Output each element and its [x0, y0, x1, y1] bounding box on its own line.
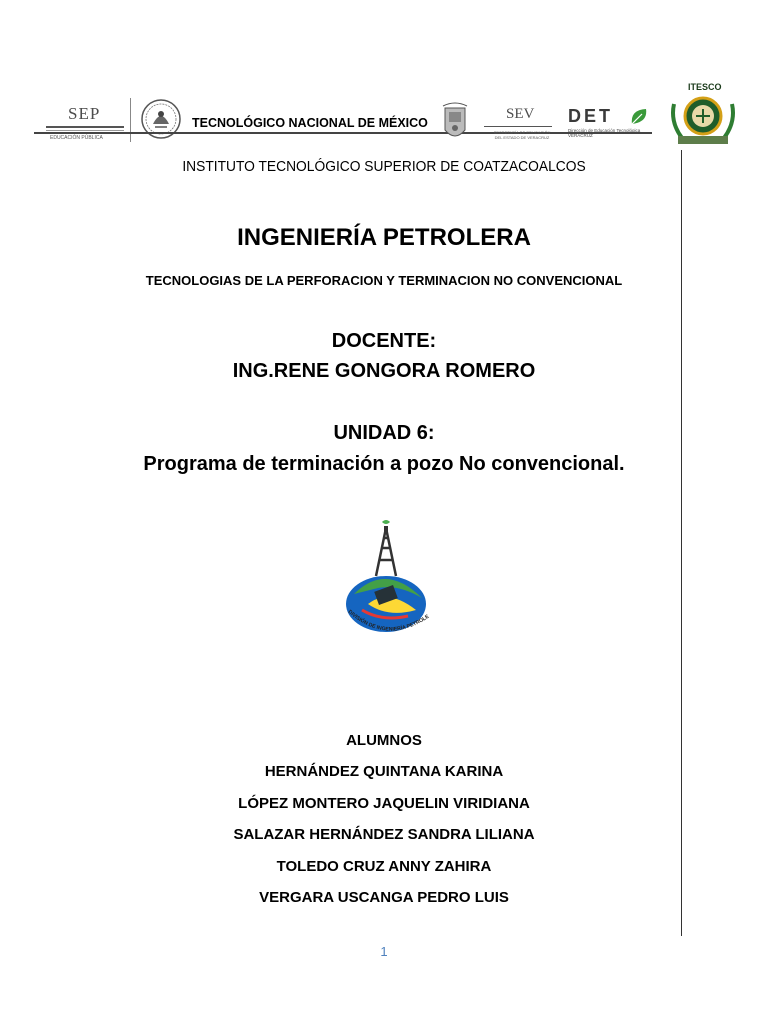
right-margin-rule — [681, 150, 682, 936]
sep-logo-line — [46, 126, 124, 128]
subject-title: TECNOLOGIAS DE LA PERFORACION Y TERMINACION NO CONVENCIONAL — [145, 273, 623, 288]
page-number: 1 — [380, 944, 388, 959]
student-name: TOLEDO CRUZ ANNY ZAHIRA — [276, 858, 492, 875]
header-divider — [130, 98, 131, 142]
det-logo-text: DET — [568, 106, 613, 126]
sev-logo-subtext: SECRETARÍA DE EDUCACIÓN DEL ESTADO DE VERACRUZ — [493, 130, 551, 140]
program-title: INGENIERÍA PETROLERA — [237, 224, 531, 251]
unidad-label: UNIDAD 6: — [333, 422, 435, 444]
det-leaf-icon — [628, 106, 650, 128]
docente-name: ING.RENE GONGORA ROMERO — [232, 360, 536, 382]
itesco-logo-text: ITESCO — [688, 82, 722, 92]
student-name: LÓPEZ MONTERO JAQUELIN VIRIDIANA — [238, 795, 530, 812]
sep-logo-line — [46, 130, 124, 131]
division-logo-textpath: DIVISIÓN DE INGENIERÍA PETROLE — [346, 609, 431, 633]
itesco-shield-icon — [668, 92, 738, 152]
sep-logo-subtext: EDUCACIÓN PÚBLICA — [50, 135, 103, 141]
itesco-logo — [668, 82, 738, 152]
unidad-title: Programa de terminación a pozo No convencional. — [143, 453, 625, 475]
sep-logo — [40, 104, 126, 144]
alumnos-label: ALUMNOS — [346, 732, 422, 749]
docente-label: DOCENTE: — [331, 330, 437, 352]
petroleum-division-logo — [338, 518, 434, 640]
sev-logo — [484, 106, 554, 146]
veracruz-seal-icon — [440, 102, 470, 146]
student-name: VERGARA USCANGA PEDRO LUIS — [259, 889, 509, 906]
det-logo — [568, 106, 652, 140]
student-name: HERNÁNDEZ QUINTANA KARINA — [264, 763, 504, 780]
det-logo-subtext: Dirección de Educación Tecnológica VERACRUZ — [568, 128, 641, 138]
sep-logo-text: SEP — [68, 104, 101, 123]
header-rule — [34, 132, 652, 134]
student-name: SALAZAR HERNÁNDEZ SANDRA LILIANA — [233, 826, 535, 843]
institute-name: INSTITUTO TECNOLÓGICO SUPERIOR DE COATZACOALCOS — [182, 158, 586, 175]
sev-logo-text: SEV — [506, 106, 535, 122]
tecnm-name: TECNOLÓGICO NACIONAL DE MÉXICO — [192, 116, 428, 130]
sev-logo-line — [484, 126, 552, 127]
